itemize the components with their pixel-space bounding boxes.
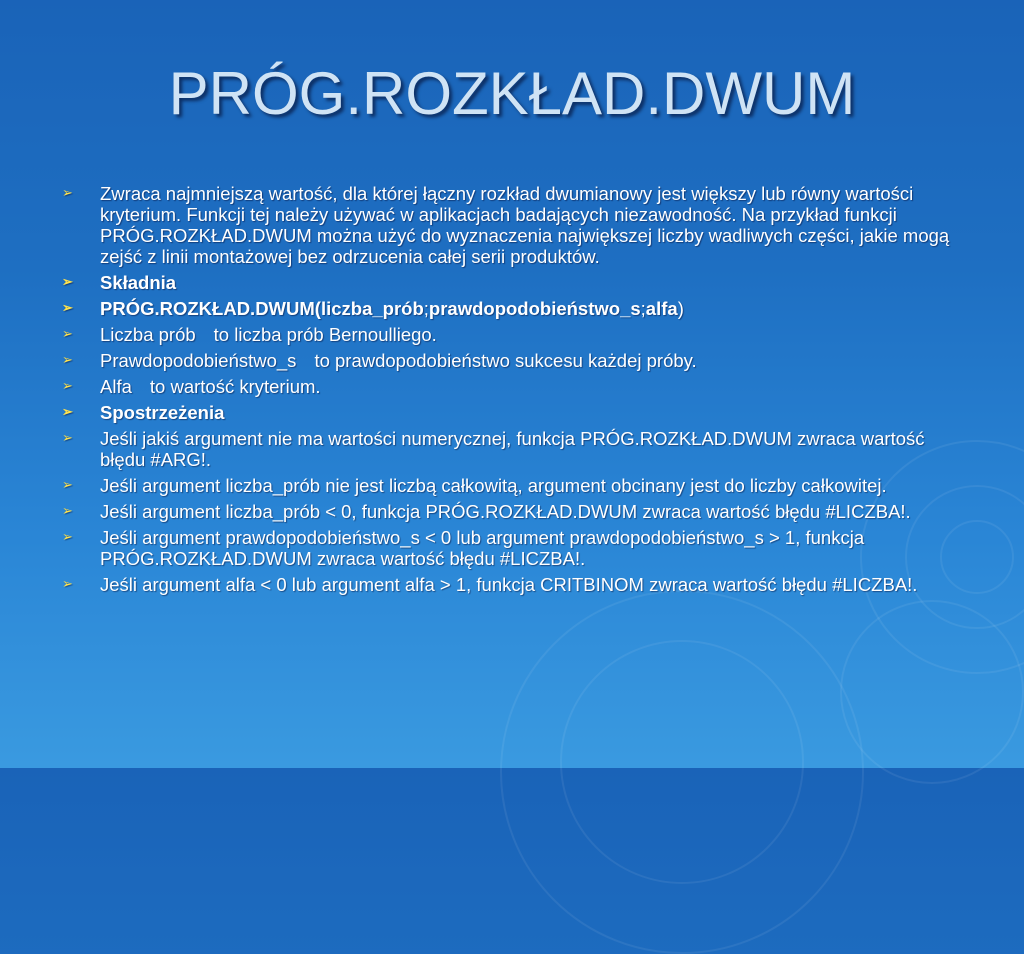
arrowhead-bullet-icon: ➢ — [62, 352, 73, 367]
arrowhead-bullet-icon: ➢ — [62, 576, 73, 591]
syntax-close-paren: ) — [677, 298, 684, 319]
list-item — [62, 475, 962, 496]
syntax-arg-1: liczba_prób — [320, 298, 424, 319]
ripple-decoration — [500, 590, 864, 954]
arrowhead-bullet-icon: ➢ — [62, 503, 73, 518]
list-item — [62, 501, 962, 522]
arrowhead-bullet-icon: ➢ — [62, 430, 73, 445]
syntax-arg-2: prawdopodobieństwo_s — [428, 298, 641, 319]
list-item — [62, 183, 962, 267]
argument-description: to wartość kryterium. — [149, 376, 321, 397]
argument-term: Alfa — [100, 376, 132, 397]
list-item — [62, 428, 962, 470]
list-item — [62, 324, 962, 345]
syntax-function-name: PRÓG.ROZKŁAD.DWUM — [100, 298, 315, 319]
list-item — [62, 350, 962, 371]
argument-description: to liczba prób Bernoulliego. — [213, 324, 437, 345]
remark-text: Jeśli argument prawdopodobieństwo_s < 0 lub argument prawdopodobieństwo_s > 1, funkcja PRÓG.ROZKŁAD.DWUM zwraca wartość błędu #LICZBA!. — [100, 527, 865, 569]
list-item — [62, 376, 962, 397]
remark-text: Jeśli argument alfa < 0 lub argument alfa > 1, funkcja CRITBINOM zwraca wartość błędu #LICZBA!. — [100, 574, 918, 595]
remark-text: Jeśli argument liczba_prób nie jest liczbą całkowitą, argument obcinany jest do liczby całkowitej. — [100, 475, 887, 496]
arrowhead-bullet-icon: ➢ — [62, 378, 73, 393]
arrowhead-bullet-icon: ➢ — [62, 404, 73, 419]
argument-term: Prawdopodobieństwo_s — [100, 350, 297, 371]
slide-title: PRÓG.ROZKŁAD.DWUM — [168, 60, 856, 127]
syntax-heading: Składnia — [100, 272, 177, 293]
argument-term: Liczba prób — [100, 324, 196, 345]
syntax-separator: ; — [640, 298, 646, 319]
syntax-separator: ; — [423, 298, 429, 319]
arrowhead-bullet-icon: ➢ — [62, 477, 73, 492]
arrowhead-bullet-icon: ➢ — [62, 300, 73, 315]
syntax-open-paren: ( — [314, 298, 321, 319]
ripple-decoration — [840, 600, 1024, 784]
remark-text: Jeśli jakiś argument nie ma wartości numerycznej, funkcja PRÓG.ROZKŁAD.DWUM zwraca wartość błędu #ARG!. — [100, 428, 925, 470]
list-item — [62, 574, 962, 595]
remarks-heading: Spostrzeżenia — [100, 402, 225, 423]
arrowhead-bullet-icon: ➢ — [62, 529, 73, 544]
list-item — [62, 402, 962, 423]
slide-bullet-list — [62, 183, 962, 600]
arrowhead-bullet-icon: ➢ — [62, 326, 73, 341]
syntax-arg-3: alfa — [645, 298, 678, 319]
arrowhead-bullet-icon: ➢ — [62, 185, 73, 200]
remark-text: Jeśli argument liczba_prób < 0, funkcja PRÓG.ROZKŁAD.DWUM zwraca wartość błędu #LICZBA!. — [100, 501, 911, 522]
argument-description: to prawdopodobieństwo sukcesu każdej próby. — [314, 350, 697, 371]
ripple-decoration — [560, 640, 804, 884]
description-text: Zwraca najmniejszą wartość, dla której łączny rozkład dwumianowy jest większy lub równy wartości kryterium. Funkcji tej należy używać w aplikacjach badających niezawodność. Na przykład funkcji PRÓG.ROZKŁAD.DWUM można użyć do wyznaczenia największej liczby wadliwych części, jakie mogą zejść z linii montażowej bez odrzucenia całej serii produktów. — [100, 183, 950, 267]
list-item — [62, 298, 962, 319]
list-item — [62, 527, 962, 569]
arrowhead-bullet-icon: ➢ — [62, 274, 73, 289]
list-item — [62, 272, 962, 293]
